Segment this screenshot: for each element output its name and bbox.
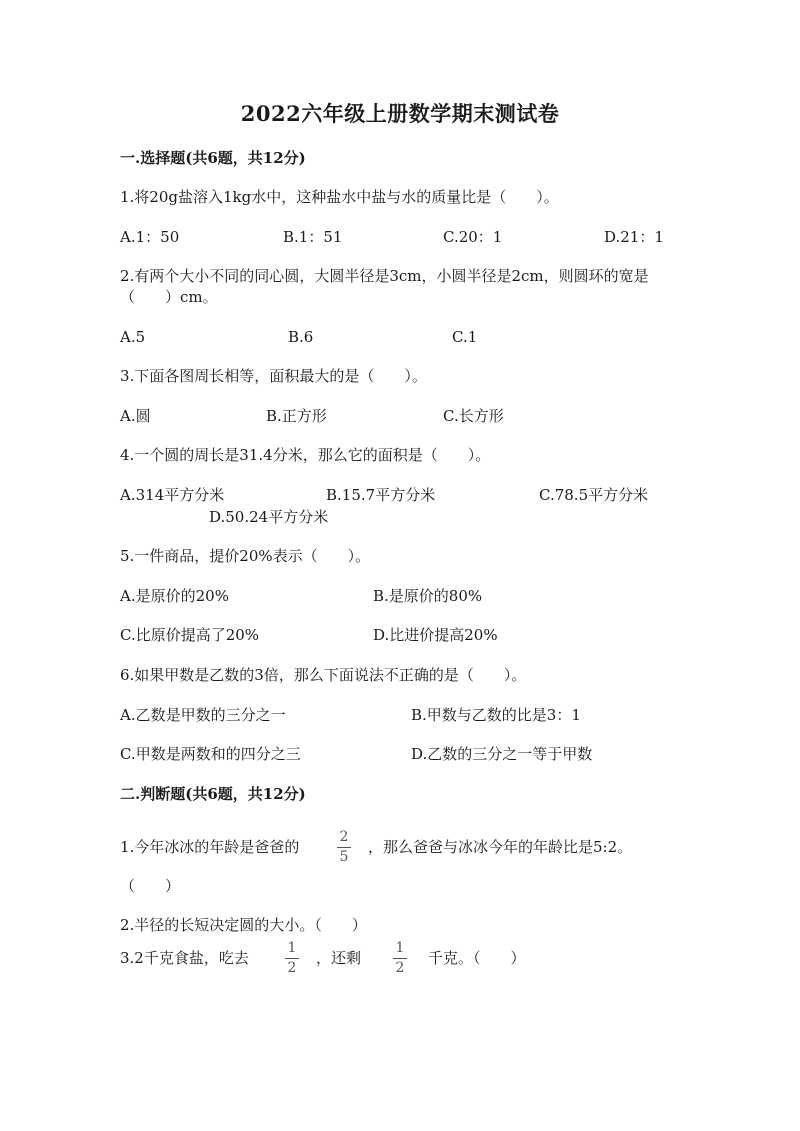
option-c: C.比原价提高了20%: [120, 626, 260, 644]
question-stem: 1.今年冰冰的年龄是爸爸的: [120, 838, 300, 856]
option-b: B.是原价的80%: [373, 587, 483, 605]
question-stem: 3.2千克食盐，吃去: [120, 949, 249, 967]
option-b: B.甲数与乙数的比是3：1: [411, 706, 581, 724]
option-c: C.78.5平方分米: [539, 486, 649, 504]
question-stem: 4.一个圆的周长是31.4分米，那么它的面积是（ ）。: [120, 446, 491, 464]
fraction: [393, 941, 407, 977]
fraction: [337, 830, 351, 866]
question-stem-continued: 千克。（ ）: [428, 949, 526, 967]
option-d: D.50.24平方分米: [209, 508, 329, 526]
option-b: B.1：51: [283, 228, 343, 246]
option-c: C.长方形: [443, 407, 504, 425]
question-stem-continued: ，那么爸爸与冰冰今年的年龄比是5:2。: [368, 838, 633, 856]
question-stem-continued: ，还剩: [316, 949, 362, 967]
option-a: A.314平方分米: [120, 486, 225, 504]
fraction-denominator: 5: [339, 849, 349, 865]
option-d: D.乙数的三分之一等于甲数: [411, 745, 593, 763]
option-a: A.圆: [120, 407, 151, 425]
question-stem-continued: （ ）cm。: [120, 288, 218, 306]
option-c: C.1: [452, 328, 478, 346]
option-a: A.是原价的20%: [120, 587, 229, 605]
section-heading-judgment: 二.判断题(共6题，共12分): [120, 785, 306, 803]
question-stem: 6.如果甲数是乙数的3倍，那么下面说法不正确的是（ ）。: [120, 666, 527, 684]
answer-blank: （ ）: [120, 877, 181, 895]
option-d: D.比进价提高20%: [373, 626, 498, 644]
option-b: B.15.7平方分米: [326, 486, 436, 504]
question-stem: 1.将20g盐溶入1kg水中，这种盐水中盐与水的质量比是（ ）。: [120, 188, 559, 206]
fraction-bar: [393, 958, 407, 959]
option-c: C.甲数是两数和的四分之三: [120, 745, 301, 763]
option-b: B.6: [288, 328, 314, 346]
question-stem: 2.半径的长短决定圆的大小。（ ）: [120, 916, 367, 934]
fraction-numerator: 1: [395, 940, 405, 956]
option-a: A.乙数是甲数的三分之一: [120, 706, 286, 724]
page-title: 2022六年级上册数学期末测试卷: [240, 101, 560, 126]
option-a: A.1：50: [120, 228, 180, 246]
fraction-denominator: 2: [287, 960, 297, 976]
question-stem: 5.一件商品，提价20%表示（ ）。: [120, 547, 371, 565]
option-d: D.21：1: [604, 228, 664, 246]
fraction-bar: [337, 847, 351, 848]
fraction: [285, 941, 299, 977]
fraction-bar: [285, 958, 299, 959]
fraction-numerator: 1: [287, 940, 297, 956]
option-a: A.5: [120, 328, 146, 346]
option-b: B.正方形: [266, 407, 327, 425]
question-stem: 3.下面各图周长相等，面积最大的是（ ）。: [120, 367, 427, 385]
fraction-denominator: 2: [395, 960, 405, 976]
fraction-numerator: 2: [339, 829, 349, 845]
section-heading-choice: 一.选择题(共6题，共12分): [120, 149, 306, 167]
question-stem: 2.有两个大小不同的同心圆，大圆半径是3cm，小圆半径是2cm，则圆环的宽是: [120, 267, 649, 285]
option-c: C.20：1: [443, 228, 503, 246]
